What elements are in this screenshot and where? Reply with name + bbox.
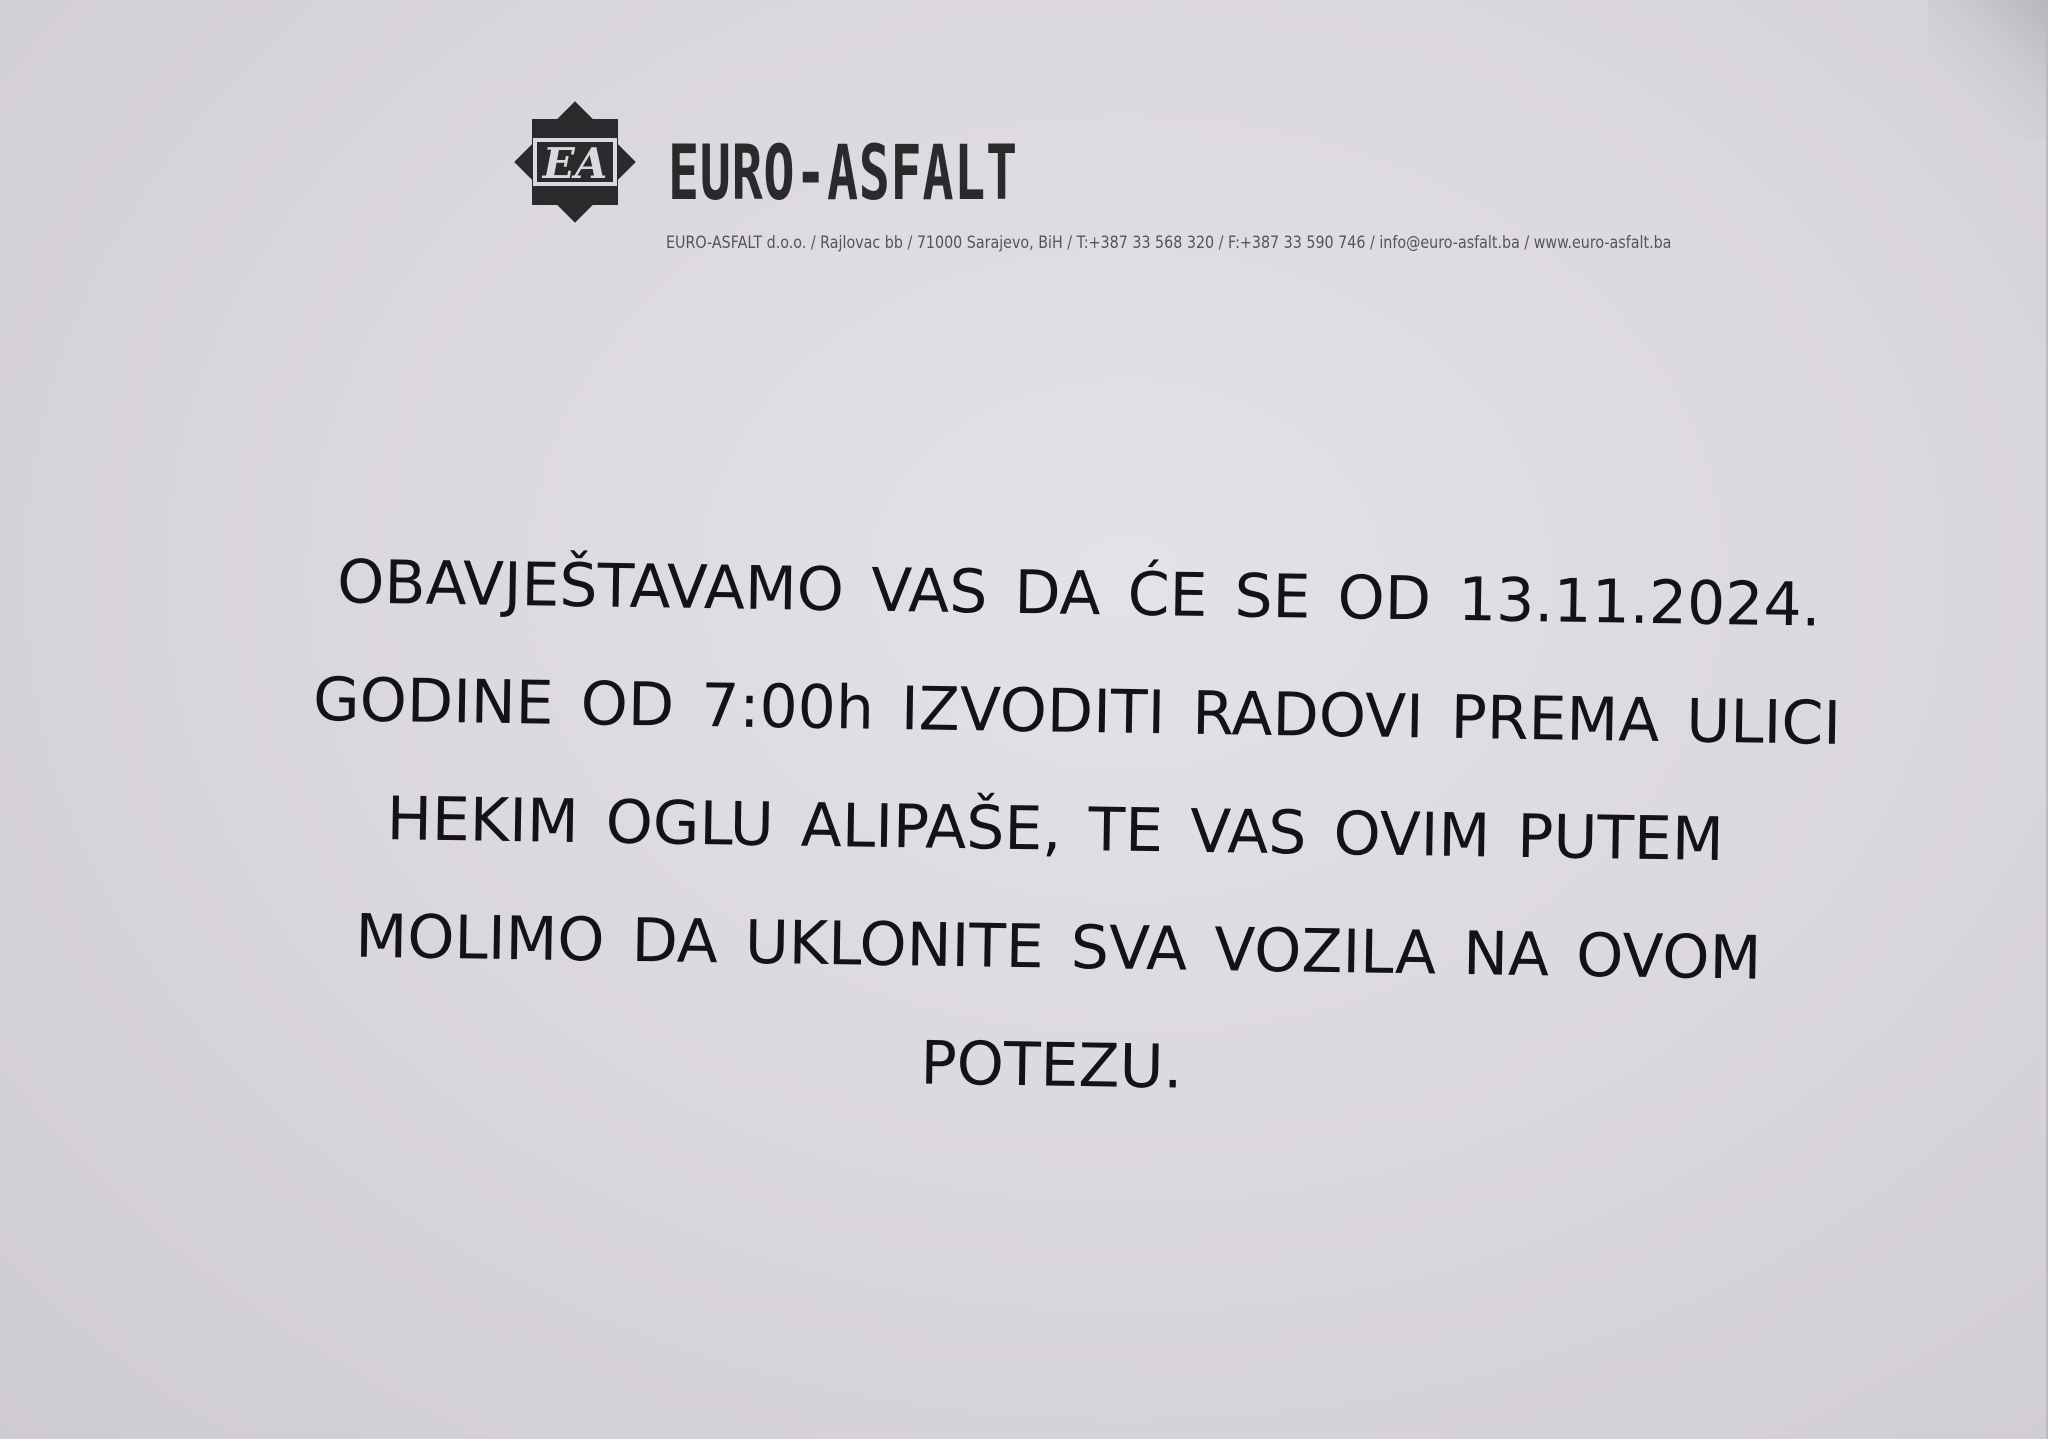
- notice-line: OBAVJEŠTAVAMO VAS DA ĆE SE OD 13.11.2024.: [336, 547, 1822, 641]
- logo-monogram: EA: [542, 139, 608, 188]
- notice-line: MOLIMO DA UKLONITE SVA VOZILA NA OVOM: [354, 901, 1762, 994]
- paper-corner-shadow: [1928, 0, 2048, 140]
- euro-asfalt-logo-icon: [505, 92, 645, 232]
- notice-line: GODINE OD 7:00h IZVODITI RADOVI PREMA ULICI: [312, 664, 1842, 759]
- company-contact-line: EURO-ASFALT d.o.o. / Rajlovac bb / 71000 Sarajevo, BiH / T:+387 33 568 320 / F:+387 33 590 746 / info@euro-asfalt.ba / www.euro-asfalt.ba: [666, 233, 1672, 253]
- brand-name: EURO-ASFALT: [668, 128, 1018, 217]
- notice-body: [121, 520, 2030, 1140]
- notice-line: POTEZU.: [919, 1028, 1184, 1103]
- notice-line: HEKIM OGLU ALIPAŠE, TE VAS OVIM PUTEM: [386, 784, 1725, 876]
